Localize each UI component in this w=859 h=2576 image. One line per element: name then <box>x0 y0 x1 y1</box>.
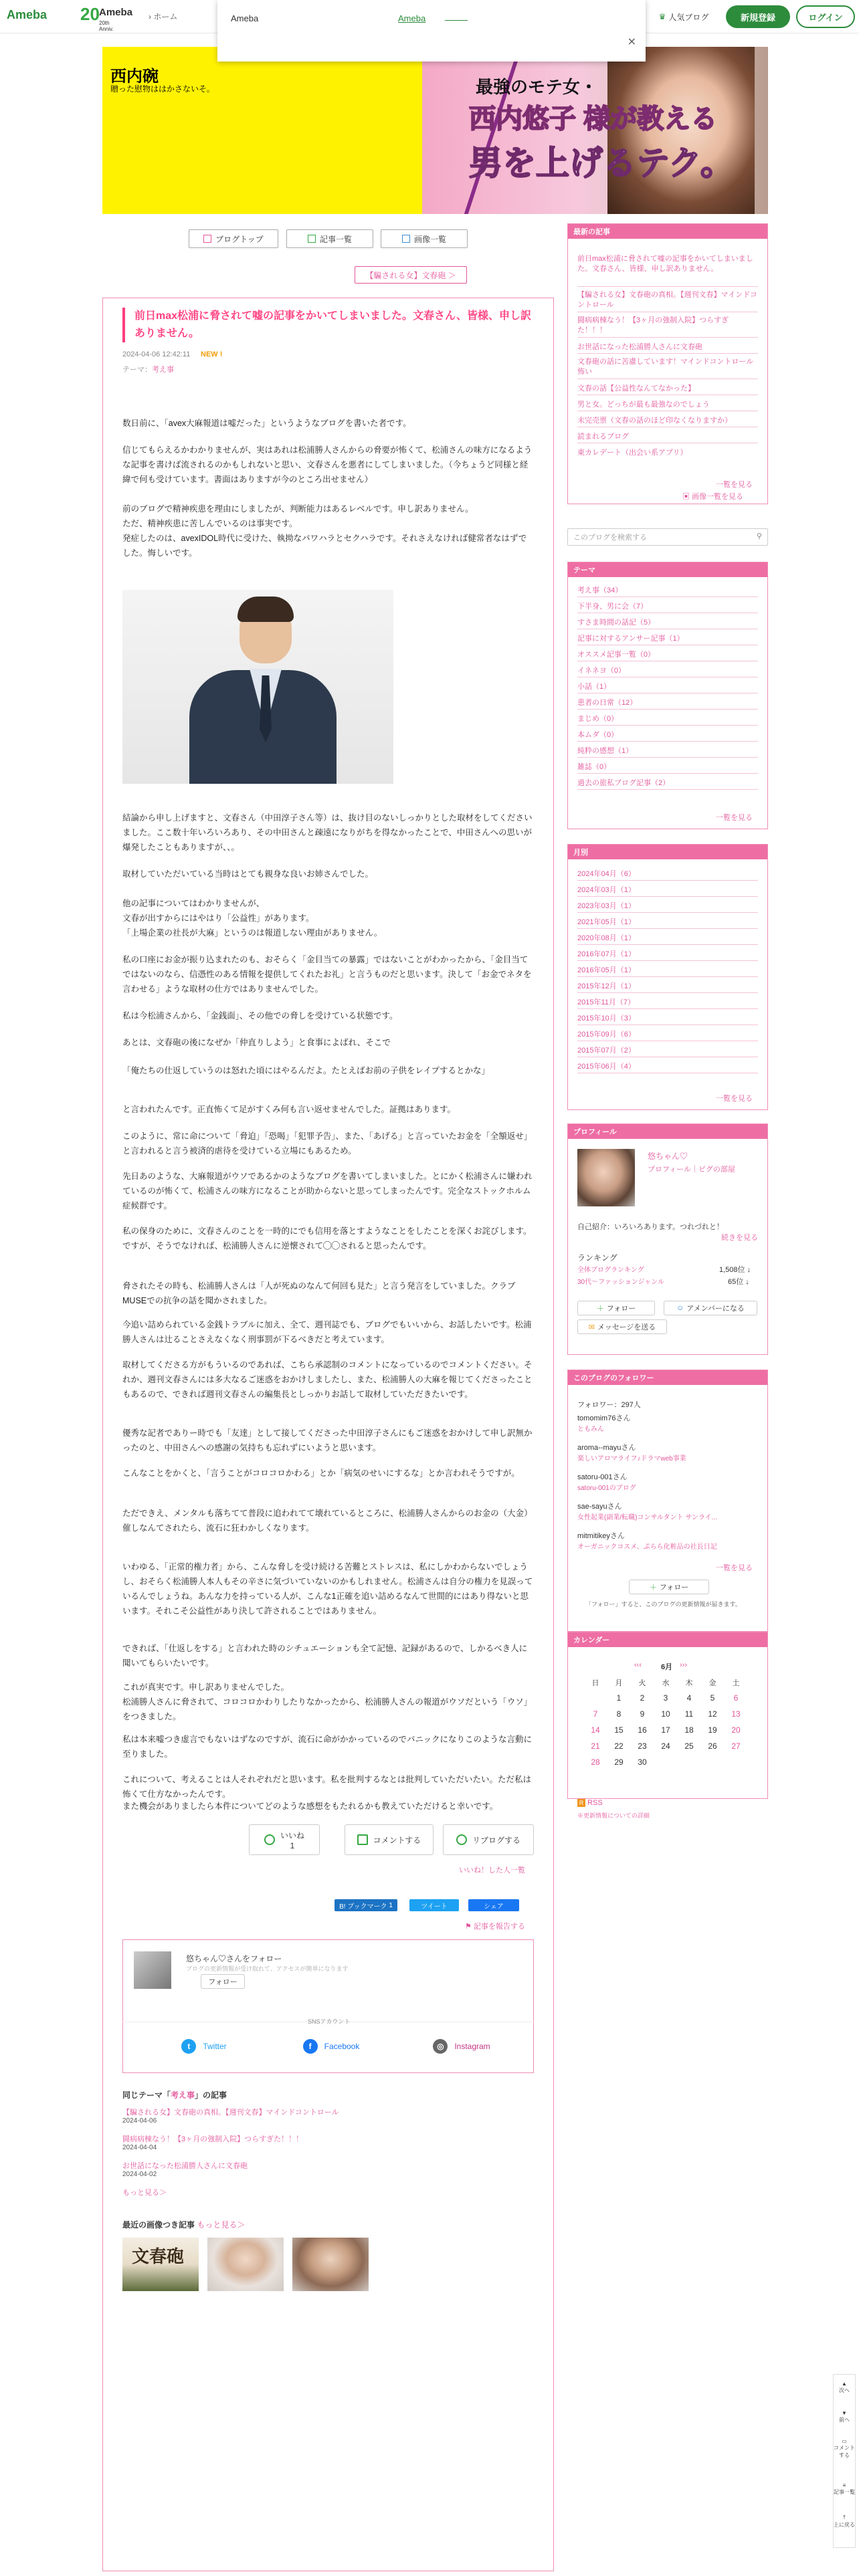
related-title <box>122 2089 227 2101</box>
sidebar-calendar-head: カレンダー <box>568 1632 767 1647</box>
followers-count: フォロワー：297人 <box>577 1401 641 1409</box>
tab-blog-top-label: ブログトップ <box>215 234 264 244</box>
article-paragraph: 脅されたその時も、松浦勝人さんは「人が死ぬのなんて何回も見た」と言う発言をしていました。クラブMUSEでの抗争の話を聞かされました。 <box>122 1281 516 1305</box>
float-comment-label: コメントする <box>834 2445 855 2458</box>
flag-icon: ⚑ <box>465 1923 474 1931</box>
sidebar-theme-item[interactable]: 下半身、男に会（7） <box>577 603 648 611</box>
cal-day[interactable]: 5 <box>710 1693 715 1703</box>
related-date: 2024-04-04 <box>122 2144 157 2151</box>
sidebar-recent-item[interactable]: 未完売票（文春の話のほど印なくなりますか） <box>577 417 732 425</box>
follow-button[interactable]: フォロー <box>201 1974 245 1989</box>
divider <box>577 353 758 354</box>
divider <box>577 725 758 726</box>
image-icon: ▣ <box>682 493 692 501</box>
instagram-link[interactable] <box>421 2033 502 2060</box>
message-label: メッセージを送る <box>597 1323 656 1331</box>
article-paragraph: あとは、文春砲の後になぜか「仲直りしよう」と食事によばれ、そこで <box>122 1038 391 1047</box>
article-theme <box>122 364 174 374</box>
login-popup <box>217 0 646 62</box>
anniv-number: 20 <box>80 4 100 24</box>
plus-icon: ＋ <box>596 1305 604 1313</box>
sidebar-theme-item[interactable]: 記事に対するアンサー記事（1） <box>577 635 684 643</box>
profile-name[interactable]: 悠ちゃん♡ <box>648 1152 688 1161</box>
cal-prev-button[interactable]: ‹‹‹ <box>634 1661 642 1669</box>
article-paragraph: 取材していただいている当時はとても親身な良いお姉さんでした。 <box>122 869 374 879</box>
cal-day[interactable]: 2 <box>640 1693 645 1703</box>
article-title[interactable]: 前日max松浦に脅されて嘘の記事をかいてしまいました。文春さん、皆様、申し訳ありません。 <box>122 308 537 342</box>
article-paragraph: 他の記事についてはわかりませんが、 文春が出すからにはやはり「公益性」があります。 「上場企業の社長が大麻」というのは報道しない理由がありません。 <box>122 899 383 938</box>
related-item[interactable]: お世話になった松浦勝人さんに文春砲 <box>122 2162 248 2170</box>
anniv-sub: 20th Anniv. <box>99 20 114 32</box>
person-icon: ☺ <box>676 1304 684 1312</box>
reblog-label: リブログする <box>472 1835 520 1845</box>
follower-blog-link[interactable]: ともみん <box>577 1426 604 1433</box>
like-list-link[interactable]: いいね！した人一覧 <box>459 1866 525 1874</box>
cal-day[interactable]: 8 <box>616 1709 622 1719</box>
like-label: いいね <box>280 1830 304 1840</box>
cal-weekday: 日 <box>591 1679 599 1687</box>
facebook-link[interactable] <box>294 2033 368 2060</box>
article-paragraph: これについて、考えることは人それぞれだと思います。私を批判するなとは批判していただいたい。ただ私は怖くて仕方なかったんです。 <box>122 1775 532 1799</box>
cal-day[interactable]: 12 <box>708 1709 717 1719</box>
article-paragraph: できれば、「仕返しをする」と言われた時のシチュエーションも全て記憶、記録があるので、しかるべき人に聞いてもらいたいです。 <box>122 1644 528 1668</box>
follow-label: フォロー <box>606 1305 636 1313</box>
divider <box>577 709 758 710</box>
sidebar-recent-item[interactable]: お世話になった松浦勝人さんに文春砲 <box>577 343 702 351</box>
cal-day[interactable]: 23 <box>638 1741 647 1751</box>
cal-day[interactable]: 14 <box>591 1725 600 1735</box>
ranking1-label[interactable]: 全体ブログランキング <box>577 1267 644 1274</box>
recent-images-title <box>122 2219 245 2230</box>
sidebar-month-item[interactable]: 2021年05月（1） <box>577 918 636 926</box>
cal-day[interactable]: 21 <box>591 1741 600 1751</box>
followers-more-link[interactable]: 一覧を見る <box>716 1564 753 1572</box>
followers-follow-button[interactable] <box>629 1580 709 1594</box>
nav-home-label: ホーム <box>153 12 178 21</box>
divider <box>577 944 758 945</box>
sidebar-theme-item[interactable]: 雑誌（0） <box>577 763 611 771</box>
article-paragraph: 私の口座にお金が振り込まれたのも、おそらく「金目当ての暴露」ではないことがわかったから、「金目当てではないのなら、信憑性のある情報を提供してくれたお礼」と言うものだと思います。決して「お金でネタを言わせる」ような取材の仕方ではありませんでした。 <box>122 955 532 994</box>
like-button[interactable] <box>249 1824 320 1855</box>
popup-label: Ameba <box>231 13 259 23</box>
months-more-link[interactable]: 一覧を見る <box>716 1095 753 1103</box>
next-label: 次へ <box>839 2387 850 2393</box>
divider <box>577 286 758 287</box>
article-paragraph: 取材してくださる方がもういるのであれば、こちら承認制のコメントになっているのでコメントください。それか、週刊文春さんには多大なるご迷惑をおかけしましたし、また、松浦勝人の大麻を報じてくださったこともあるので、できれば週刊文春さんの編集長としっかりお話して取材していただきたいです。 <box>122 1360 533 1399</box>
amember-button[interactable] <box>664 1301 757 1315</box>
sidebar-theme-item[interactable]: すさま時間の話記（5） <box>577 619 656 627</box>
cal-day[interactable]: 15 <box>614 1725 624 1735</box>
login-button[interactable]: ログイン <box>796 5 855 28</box>
article-paragraph: と言われたんです。正直怖くて足がすくみ何も言い返せませんでした。証拠はあります。 <box>122 1105 456 1114</box>
article-paragraph: 「俺たちの仕返していうのは怒れた頃にはやるんだよ。たとえばお前の子供をレイプするとかな」 <box>122 1066 490 1075</box>
sidebar-recent-item[interactable]: 【騙される女】文春砲の真相。【週刊文春】マインドコントロール <box>577 291 757 309</box>
banner-caption-1: 最強のモテ女・ <box>476 77 598 97</box>
sidebar-recent-item[interactable]: 読まれるブログ <box>577 433 629 441</box>
float-list-label: 記事一覧 <box>834 2489 855 2495</box>
mail-icon: ✉ <box>588 1323 595 1331</box>
sidebar-theme-item[interactable]: 過去の旅私ブログ記事（2） <box>577 779 670 787</box>
article-paragraph: 私の保身のために、文春さんのことを一時的にでも信用を落とすようなことをしたことを深くお詫びします。ですが、そうでなければ、松浦勝人さんに逆懐されて◯◯されると思ったんです。 <box>122 1226 532 1251</box>
banner-caption-2: 西内悠子 様が教える <box>469 104 718 134</box>
image-icon <box>402 235 410 243</box>
article-paragraph: 数日前に、「avex大麻報道は嘘だった」というようなブログを書いた者です。 <box>122 419 411 428</box>
like-text <box>280 1830 304 1850</box>
crown-icon: ♛ <box>658 12 666 21</box>
cal-day[interactable]: 3 <box>663 1693 668 1703</box>
cal-day[interactable]: 6 <box>733 1693 739 1703</box>
follower-name: sae-sayuさん <box>577 1503 622 1511</box>
divider <box>577 960 758 961</box>
article-paragraph: こんなことをかくと、「言うことがコロコロかわる」とか「病気のせいにするな」とか言われそうですが。 <box>122 1469 520 1478</box>
like-count: 1 <box>290 1840 295 1850</box>
comment-icon: ▭ <box>842 2438 847 2444</box>
report-link[interactable] <box>465 1921 525 1931</box>
sidebar-theme-item[interactable]: まじめ（0） <box>577 715 619 723</box>
twitter-label: Twitter <box>203 2042 227 2051</box>
ameba-logo[interactable]: Ameba <box>7 8 47 21</box>
sidebar-month-item[interactable]: 2016年07月（1） <box>577 950 636 958</box>
images-more-label: 画像一覧を見る <box>692 493 744 501</box>
tab-blog-top[interactable] <box>189 229 278 248</box>
divider <box>577 757 758 758</box>
related-date: 2024-04-02 <box>122 2171 157 2178</box>
profile-follow-button[interactable] <box>577 1301 655 1315</box>
back-to-top-label: 上に戻る <box>834 2522 855 2528</box>
cal-day[interactable]: 16 <box>638 1725 647 1735</box>
home-icon <box>203 235 211 243</box>
sidebar-month-item[interactable]: 2015年10月（3） <box>577 1014 636 1023</box>
recent-thumb[interactable] <box>292 2238 369 2291</box>
banner-image <box>422 47 768 214</box>
cal-day[interactable]: 13 <box>731 1709 741 1719</box>
cal-day[interactable]: 9 <box>640 1709 645 1719</box>
search-icon[interactable]: ⚲ <box>756 532 762 540</box>
follower-blog-link[interactable]: 女性起業(副業/転職)コンサルタント サンライ... <box>577 1514 717 1521</box>
divider <box>577 1008 758 1009</box>
blog-search-input[interactable] <box>567 528 768 546</box>
instagram-icon: ◎ <box>433 2039 448 2054</box>
follower-name: satoru-001さん <box>577 1473 628 1481</box>
article-paragraph: ただできえ、メンタルも落ちてて普段に追われてて壊れているところに、松浦勝人さんからのお金の（大金）催しなんてされたら、流石に狂わかしくなります。 <box>122 1509 533 1533</box>
sidebar-month-item[interactable]: 2015年11月（7） <box>577 998 636 1006</box>
divider <box>577 880 758 881</box>
ranking-label: ランキング <box>577 1253 617 1263</box>
avatar[interactable] <box>134 1951 171 1989</box>
tab-images-label: 画像一覧 <box>413 234 446 244</box>
follower-name: mitmitikeyさん <box>577 1532 625 1540</box>
facebook-share-button[interactable] <box>468 1899 519 1911</box>
follower-name: tomomim76さん <box>577 1414 631 1422</box>
rss-link[interactable] <box>577 1799 603 1807</box>
chevron-right-icon: › <box>149 12 151 21</box>
recent-thumb[interactable] <box>207 2238 284 2291</box>
divider <box>577 928 758 929</box>
twitter-icon: t <box>181 2039 196 2054</box>
article-paragraph: このように、常に命について「脅迫」「恐喝」「犯罪予告」、また、「あげる」と言っていたお金を「全額返せ」と言われると言う被済的虐待を受けている立場にもあるため。 <box>122 1132 533 1156</box>
sidebar-month-item[interactable]: 2024年04月（6） <box>577 870 636 878</box>
cal-day[interactable]: 26 <box>708 1741 717 1751</box>
sidebar-theme-head: テーマ <box>568 562 767 577</box>
sidebar-theme-item[interactable]: イネネヨ（0） <box>577 667 626 675</box>
report-label: 記事を報告する <box>473 1923 525 1931</box>
recent-title-label: 最近の画像つき記事 <box>122 2220 195 2230</box>
article-paragraph: 私は本来嘘つき虚言でもないはずなのですが、流石に命がかかっているのでパニックになりこのような言動に至りました。 <box>122 1735 533 1759</box>
cal-day[interactable]: 18 <box>684 1725 694 1735</box>
cal-day[interactable]: 27 <box>731 1741 741 1751</box>
cal-weekday: 木 <box>685 1679 693 1687</box>
prev-label: 前へ <box>839 2417 850 2423</box>
comment-button[interactable] <box>345 1824 434 1855</box>
sidebar-month-item[interactable]: 2015年06月（4） <box>577 1063 636 1071</box>
sidebar-month-item[interactable]: 2016年05月（1） <box>577 966 636 974</box>
arrow-top-icon: ⤒ <box>843 2514 846 2520</box>
sns-label: SNSアカウント <box>308 2018 351 2025</box>
followers-follow-label: フォロー <box>659 1584 689 1592</box>
divider <box>577 896 758 897</box>
thumb-text: 文春砲 <box>132 2247 185 2266</box>
cal-weekday: 水 <box>662 1679 670 1687</box>
theme-label: テーマ： <box>122 366 152 374</box>
arrow-down-icon: ▼ <box>842 2410 847 2416</box>
theme-nav-link[interactable]: 【騙される女】文春砲 ＞ <box>355 266 467 284</box>
member-label: アメンバーになる <box>686 1305 745 1313</box>
sidebar-recent-item[interactable]: 男と女。どっちが最も最強なのでしょう <box>577 401 710 409</box>
popup-underline <box>445 20 468 21</box>
related-item[interactable]: 闘病病棟なう！【3ヶ月の強制入院】つらすぎた！！！ <box>122 2135 304 2143</box>
follower-blog-link[interactable]: オーガニックコスメ、ぷらら化粧品の社長日記 <box>577 1543 717 1551</box>
ranking2-value: 65位 ↓ <box>728 1278 749 1286</box>
cal-day[interactable]: 24 <box>661 1741 670 1751</box>
back-to-top-button[interactable] <box>833 2514 856 2529</box>
list-icon: ≡ <box>842 2482 846 2488</box>
twitter-link[interactable] <box>167 2033 241 2060</box>
sidebar-month-item[interactable]: 2024年03月（1） <box>577 886 636 894</box>
sidebar-theme-item[interactable]: 純粋の感想（1） <box>577 747 634 755</box>
sidebar-recent-item[interactable]: 文春の話【公益性なんてなかった】 <box>577 385 695 393</box>
sidebar-month-item[interactable]: 2015年09月（6） <box>577 1031 636 1039</box>
sidebar-month-item[interactable]: 2023年03月（1） <box>577 902 636 910</box>
facebook-label: Facebook <box>324 2042 360 2051</box>
article-paragraph: 今追い詰められている金銭トラブルに加え、全て、週刊誌でも、ブログでもいいから、お話したいです。松浦勝人さんは辻ることさえなくなく刑事罰が下るべきだと考えています。 <box>122 1320 532 1344</box>
sidebar-theme-item[interactable]: 本ムダ（0） <box>577 731 619 739</box>
ranking1-value: 1,508位 ↓ <box>719 1266 751 1274</box>
popup-link[interactable]: Ameba <box>398 13 426 23</box>
divider <box>577 992 758 993</box>
profile-more-link[interactable]: 続きを見る <box>721 1234 758 1242</box>
photo-hair <box>237 597 294 622</box>
plus-icon: ＋ <box>649 1584 657 1592</box>
tweet-label: ツイート <box>421 1903 448 1911</box>
related-item[interactable]: 【騙される女】文春砲の真相。【週刊文春】マインドコントロール <box>122 2109 339 2117</box>
sidebar-profile-head: プロフィール <box>568 1124 767 1139</box>
follower-blog-link[interactable]: 楽しいアロマライフ♪ドラマweb事業 <box>577 1455 686 1463</box>
cal-next-button[interactable]: ››› <box>680 1661 687 1669</box>
prev-button[interactable] <box>833 2410 856 2424</box>
bookmark-count: 1 <box>389 1901 393 1909</box>
cal-month: 6月 <box>661 1663 673 1671</box>
popular-blog-label: 人気ブログ <box>668 12 709 22</box>
divider <box>577 912 758 913</box>
divider <box>577 337 758 338</box>
followers-note: 「フォロー」すると、このブログの更新情報が届きます。 <box>585 1601 741 1608</box>
sidebar-theme-item[interactable]: 考え事（34） <box>577 586 623 595</box>
sidebar-month-item[interactable]: 2020年08月（1） <box>577 934 636 942</box>
related-title-post: 」の記事 <box>195 2090 227 2100</box>
article-paragraph: また機会がありましたら本件についてどのような感想をもたれるかも教えていただけると幸いです。 <box>122 1802 498 1811</box>
cal-day[interactable]: 1 <box>616 1693 622 1703</box>
article-paragraph: 信じてもらえるかわかりませんが、実はあれは松浦勝人さんからの脅要が怖くて、松浦さんの味方になるような記事を書けば流されるのかもしれないと思い、文春さんを悪者にしてしまいました。（今ちょうど同様と経緯で何も受けています。書面はありますが今のところ出せません） <box>122 445 533 484</box>
signup-button[interactable]: 新規登録 <box>726 5 790 28</box>
tweet-button[interactable] <box>409 1899 459 1911</box>
article-date: 2024-04-06 12:42:11 <box>122 350 191 358</box>
sidebar-followers-head: このブログのフォロワー <box>568 1370 767 1385</box>
arrow-up-icon: ▲ <box>842 2381 847 2387</box>
cal-day[interactable]: 25 <box>684 1741 694 1751</box>
sidebar-theme-item[interactable]: 小話（1） <box>577 683 611 691</box>
rss-icon: R <box>577 1799 585 1807</box>
divider <box>577 773 758 774</box>
related-title-pre: 同じテーマ「 <box>122 2090 171 2100</box>
cal-day[interactable]: 11 <box>684 1709 694 1719</box>
search-placeholder: このブログを検索する <box>573 534 647 542</box>
cal-day[interactable]: 17 <box>661 1725 670 1735</box>
profile-intro: 自己紹介：いろいろあります。つれづれと！ <box>577 1223 724 1231</box>
sidebar-month-item[interactable]: 2015年12月（1） <box>577 982 636 990</box>
sidebar-recent-item[interactable]: 東カレデート（出会い系アプリ） <box>577 449 688 457</box>
divider <box>577 741 758 742</box>
related-title-theme[interactable]: 考え事 <box>171 2090 195 2100</box>
cal-day[interactable]: 30 <box>638 1757 647 1767</box>
share-label: シェア <box>484 1903 504 1911</box>
sidebar-month-head: 月別 <box>568 845 767 859</box>
follow-box-name: 悠ちゃん♡さんをフォロー <box>186 1954 282 1963</box>
profile-avatar[interactable] <box>577 1149 635 1206</box>
tab-entries-label: 記事一覧 <box>319 234 352 244</box>
profile-links[interactable]: プロフィール｜ピグの部屋 <box>648 1166 735 1174</box>
theme-link[interactable]: 考え事 <box>152 366 174 374</box>
article-paragraph: 先日あのような、大麻報道がウソであるかのようなブログを書いてしまいました。とにかく松浦さんに嫌われているのが怖くて、松浦さんの味方になることが助からないと思ってしまったんです。完全なストックホルム症候群です。 <box>122 1172 533 1210</box>
cal-day[interactable]: 29 <box>614 1757 624 1767</box>
images-more-link[interactable] <box>682 491 743 502</box>
new-badge: NEW ! <box>201 350 223 358</box>
sidebar-theme-item[interactable]: オススメ記事一覧（0） <box>577 651 656 659</box>
article-paragraph: 結論から申し上げますと、文春さん（中田淳子さん等）は、抜け目のないしっかりとした取材をしてくださいました。ここ数十年いろいろあり、その中田さんと疎遠になりがちを得なかったことで、中田さんへの思いが爆発したこともありますが、、。 <box>122 813 533 852</box>
comment-label: コメントする <box>373 1835 421 1845</box>
facebook-icon: f <box>303 2039 318 2054</box>
bookmark-label: B! ブックマーク <box>339 1903 387 1911</box>
sidebar-recent-item[interactable]: 闘病病棟なう！【3ヶ月の強制入院】つらすぎた！！！ <box>577 316 729 334</box>
article-photo[interactable] <box>122 590 393 784</box>
sidebar-recent-head: 最新の記事 <box>568 224 767 239</box>
cal-weekday: 金 <box>708 1679 717 1687</box>
themes-more-link[interactable]: 一覧を見る <box>716 814 753 822</box>
follower-blog-link[interactable]: satoru-001のブログ <box>577 1485 636 1492</box>
float-list-button[interactable] <box>833 2482 856 2496</box>
recent-thumb[interactable] <box>122 2238 199 2291</box>
sidebar-month-item[interactable]: 2015年07月（2） <box>577 1047 636 1055</box>
ameba-20th-logo[interactable] <box>80 4 133 32</box>
sidebar-recent-item[interactable]: 前日max松浦に脅されて嘘の記事をかいてしまいました。文春さん、皆様、申し訳ありません。 <box>577 255 753 273</box>
article-paragraph: これが真実です。申し訳ありませんでした。 松浦勝人さんに脅されて、コロコロかわりしたりなかったから、松浦勝人さんの報道がウソだという「ウソ」をつきました。 <box>122 1683 533 1721</box>
cal-day[interactable]: 22 <box>614 1741 624 1751</box>
sidebar-recent-item[interactable]: 文春砲の話に苦慮しています！マインドコントロール怖い <box>577 358 754 376</box>
banner-caption-3: 男を上げるテク。 <box>469 144 734 182</box>
article-paragraph: 私は今松浦さんから、「金銭面」、その他での脅しを受けている状態です。 <box>122 1011 398 1021</box>
rss-note[interactable]: ※更新情報についての詳細 <box>577 1812 650 1819</box>
blog-title[interactable]: 西内碗 <box>110 68 159 86</box>
cal-day[interactable]: 19 <box>708 1725 717 1735</box>
cal-day[interactable]: 10 <box>661 1709 670 1719</box>
article-paragraph: いわゆる、「正常的権力者」から、こんな脅しを受け続ける苦難とストレスは、私にしかわからないでしょうし、おそらく松浦勝人本人もその辛さに気づいていないのかもしれません。松浦さんは自分の権力を見誤っているんでしょうね。あんな力を持っている人が、こんな1正確を追い詰めるなんて世間的にはあり得ないと思います。それこそ公益性があり決して許されることではありません。 <box>122 1562 533 1616</box>
related-more-link[interactable]: もっと見る＞ <box>122 2189 167 2197</box>
list-icon <box>308 235 316 243</box>
tab-images[interactable] <box>381 229 468 248</box>
rss-label: RSS <box>587 1799 603 1807</box>
ranking2-label[interactable]: 30代〜ファッションジャンル <box>577 1279 665 1286</box>
cal-day[interactable]: 4 <box>686 1693 692 1703</box>
cal-weekday: 火 <box>638 1679 646 1687</box>
article-paragraph: 前のブログで精神疾患を理由にしましたが、判断能力はあるレベルです。申し訳ありません。 ただ、精神疾患に苦しんでいるのは事実です。 発症したのは、avexIDOL時代に受けた、執拗なパワハラとセクハラです。それさえなければ健常者なはずでした。悔しいです。 <box>122 504 527 558</box>
reblog-button[interactable] <box>443 1824 534 1855</box>
cal-day[interactable]: 28 <box>591 1757 600 1767</box>
article-paragraph: 優秀な記者でありー時でも「友達」として接してくださった中田淳子さんにもご迷惑をおかけして申し訳無かったのと、中田さんへの感謝の気持ちも忘れずにいようと思います。 <box>122 1428 533 1453</box>
popular-blog-button[interactable] <box>652 7 715 27</box>
like-icon <box>264 1834 275 1845</box>
next-button[interactable] <box>833 2381 856 2394</box>
blog-description: 贈った慰物ははかさないそ。 <box>110 84 215 94</box>
follower-name: aroma--mayuさん <box>577 1444 636 1452</box>
cal-day[interactable]: 7 <box>593 1709 598 1719</box>
follow-box-desc: ブログの更新情報が受け取れて、アクセスが簡単になります <box>186 1965 349 1972</box>
recent-more-link[interactable]: もっと見る＞ <box>197 2220 246 2230</box>
float-comment-button[interactable] <box>833 2438 856 2459</box>
reblog-icon <box>456 1834 467 1845</box>
tab-entries[interactable] <box>286 229 373 248</box>
divider <box>577 789 758 790</box>
divider <box>577 976 758 977</box>
comment-icon <box>357 1834 368 1845</box>
related-date: 2024-04-06 <box>122 2117 157 2125</box>
sidebar-theme-item[interactable]: 患者の日常（12） <box>577 699 638 707</box>
cal-day[interactable]: 20 <box>731 1725 741 1735</box>
cal-weekday: 月 <box>615 1679 623 1687</box>
cal-weekday: 土 <box>732 1679 740 1687</box>
close-icon[interactable]: × <box>627 35 636 47</box>
instagram-label: Instagram <box>454 2042 490 2051</box>
recent-more-link[interactable]: 一覧を見る <box>716 481 753 489</box>
anniv-title: Ameba <box>99 7 133 18</box>
nav-home-link[interactable] <box>149 11 177 22</box>
message-button[interactable] <box>577 1319 667 1334</box>
hatena-bookmark-button[interactable] <box>335 1899 397 1911</box>
